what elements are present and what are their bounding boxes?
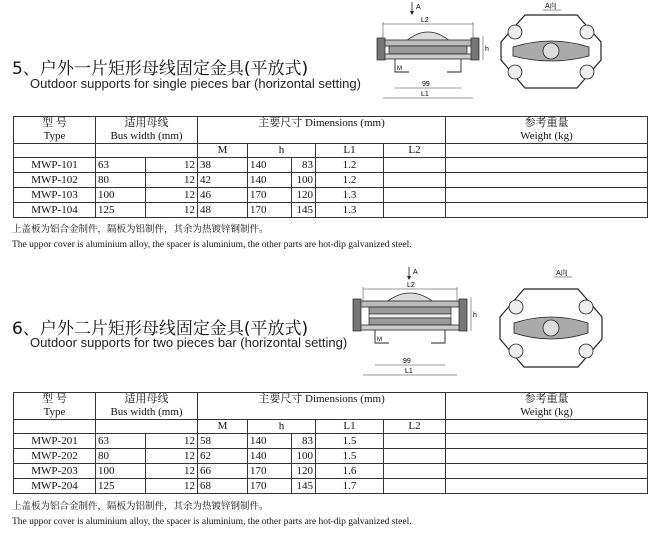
col-m: M [198, 420, 248, 434]
dim-l1-label: L1 [405, 368, 413, 375]
col-l2: L2 [384, 420, 446, 434]
dim-99-label: 99 [422, 81, 430, 88]
arrow-label: A [416, 4, 421, 11]
table-row: MWP-101 63 12 38 140 83 1.2 [14, 158, 648, 173]
note-english: The uppor cover is aluminium alloy, the spacer is aluminium, the other parts are hot-dip galvanized steel. [12, 517, 412, 527]
table-row: MWP-104 125 12 48 170 145 1.3 [14, 203, 648, 218]
dim-m-label: M [397, 66, 402, 72]
spec-table [13, 392, 648, 494]
weight-header: 参考重量 Weight (kg) [446, 393, 648, 420]
note-chinese: 上盖板为铝合金制件，隔板为铝制件，其余为热镀锌钢制件。 [12, 501, 269, 512]
col-m: M [198, 144, 248, 158]
table-row: MWP-204 125 12 68 170 145 1.7 [14, 479, 648, 494]
section-two-bar-support [0, 267, 663, 534]
type-header: 型 号 Type [14, 117, 96, 144]
col-h: h [248, 144, 316, 158]
col-l1: L1 [316, 420, 384, 434]
section-subtitle: Outdoor supports for single pieces bar (horizontal setting) [30, 76, 361, 91]
dim-l1-label: L1 [421, 91, 429, 98]
table-row: MWP-103 100 12 46 170 120 1.3 [14, 188, 648, 203]
front-view-drawing [345, 267, 485, 385]
table-row: MWP-203 100 12 66 170 120 1.6 [14, 464, 648, 479]
view-a-label: A向 [545, 3, 557, 10]
note-english: The uppor cover is aluminium alloy, the spacer is aluminium, the other parts are hot-dip galvanized steel. [12, 240, 412, 250]
bus-width-header: 适用母线 Bus width (mm) [96, 393, 198, 420]
dim-h-label: h [473, 312, 477, 319]
note-chinese: 上盖板为铝合金制件，隔板为铝制件，其余为热镀锌钢制件。 [12, 224, 269, 235]
col-h: h [248, 420, 316, 434]
side-view-a-drawing [492, 267, 612, 385]
table-row: MWP-102 80 12 42 140 100 1.2 [14, 173, 648, 188]
table-row: MWP-201 63 12 58 140 83 1.5 [14, 434, 648, 449]
col-l2: L2 [384, 144, 446, 158]
arrow-label: A [413, 269, 418, 276]
section-subtitle: Outdoor supports for two pieces bar (horizontal setting) [30, 335, 348, 350]
dim-l2-label: L2 [407, 282, 415, 289]
dim-h-label: h [485, 46, 489, 53]
dim-l2-label: L2 [421, 17, 429, 24]
section-title: 6、户外二片矩形母线固定金具(平放式) [12, 319, 309, 339]
col-l1: L1 [316, 144, 384, 158]
front-view-drawing [375, 0, 495, 110]
side-view-a-drawing [495, 0, 610, 100]
bus-width-header: 适用母线 Bus width (mm) [96, 117, 198, 144]
dimensions-header: 主要尺寸 Dimensions (mm) [198, 117, 446, 144]
weight-header: 参考重量 Weight (kg) [446, 117, 648, 144]
dimensions-header: 主要尺寸 Dimensions (mm) [198, 393, 446, 420]
dim-m-label: M [377, 337, 382, 343]
spec-table [13, 116, 648, 218]
dim-99-label: 99 [403, 358, 411, 365]
section-title: 5、户外一片矩形母线固定金具(平放式) [12, 59, 309, 79]
table-row: MWP-202 80 12 62 140 100 1.5 [14, 449, 648, 464]
type-header: 型 号 Type [14, 393, 96, 420]
view-a-label: A向 [556, 270, 568, 277]
